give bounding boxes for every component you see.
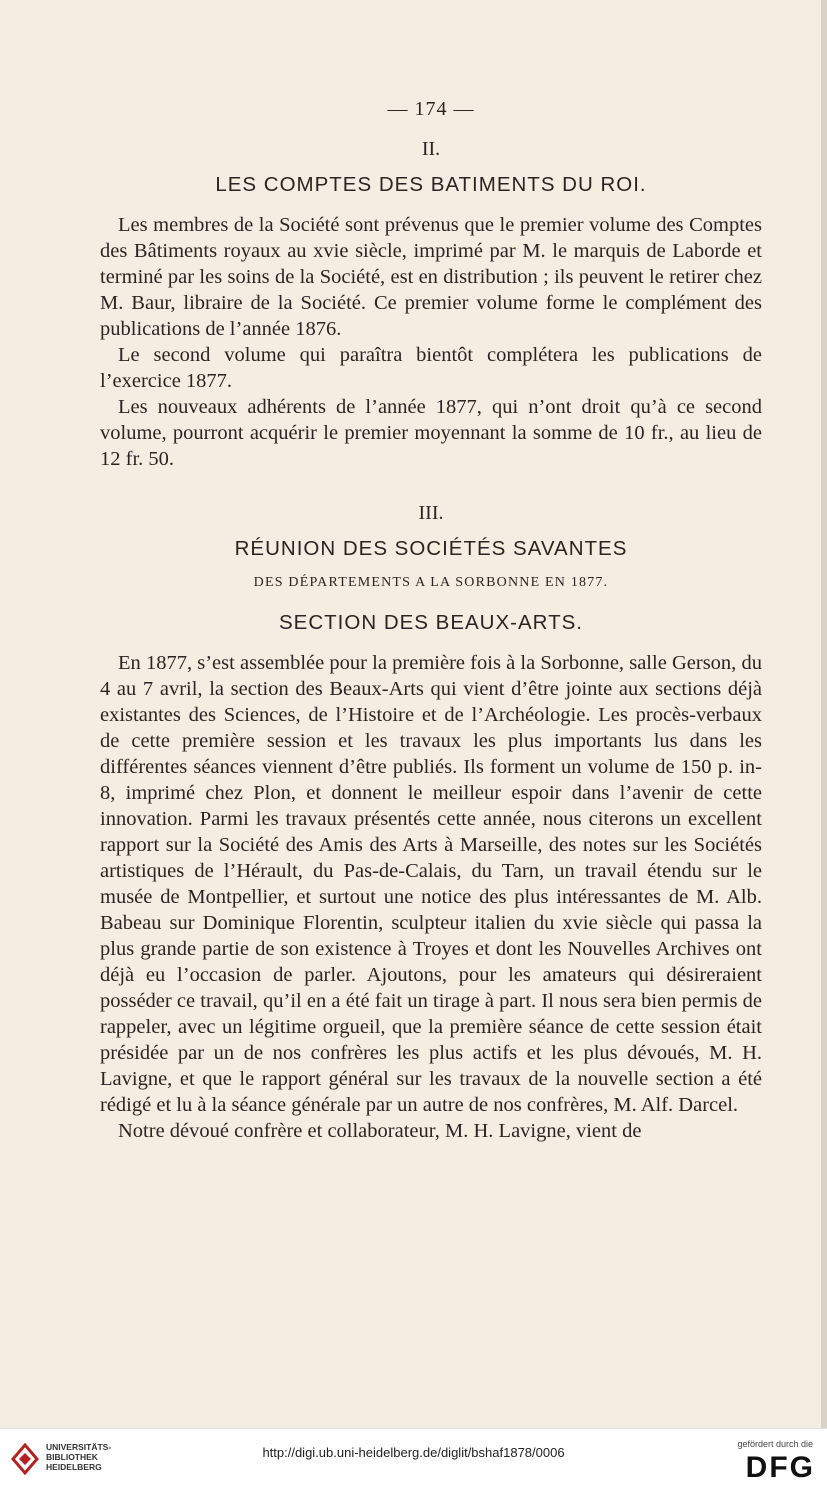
viewer-footer	[0, 1428, 827, 1491]
section-subtitle: DES DÉPARTEMENTS A LA SORBONNE EN 1877.	[253, 575, 609, 590]
paragraph: Le second volume qui paraîtra bientôt complétera les publications de l’exercice 1877.	[100, 344, 762, 392]
section-number: III.	[418, 502, 444, 524]
library-name: UNIVERSITÄTS- BIBLIOTHEK HEIDELBERG	[46, 1442, 112, 1472]
section-title: RÉUNION DES SOCIÉTÉS SAVANTES	[234, 537, 628, 560]
page-number: — 174 —	[387, 98, 475, 120]
text-column	[100, 96, 762, 1144]
section-number: II.	[421, 138, 441, 160]
permalink[interactable]: http://digi.ub.uni-heidelberg.de/diglit/bshaf1878/0006	[262, 1445, 565, 1460]
dfg-logo: DFG	[745, 1451, 815, 1484]
subsection-title: SECTION DES BEAUX-ARTS.	[279, 611, 583, 634]
paragraph: Les membres de la Société sont prévenus que le premier volume des Comptes des Bâtiments royaux au xvie siècle, imprimé par M. le marquis de Laborde et terminé par les soins de la Société, est en distribution ; ils peuvent le retirer chez M. Baur, libraire de la Société. Ce premier volume forme le complément des publications de l’année 1876.	[100, 214, 762, 340]
section-title: LES COMPTES DES BATIMENTS DU ROI.	[215, 173, 647, 196]
paragraph: En 1877, s’est assemblée pour la première fois à la Sorbonne, salle Gerson, du 4 au 7 avril, la section des Beaux-Arts qui vient d’être jointe aux sections déjà existantes des Sciences, de l’Histoire et de l’Archéologie. Les procès-verbaux de cette première session et les travaux les plus importants lus dans les différentes séances viennent d’être publiés. Ils forment un volume de 150 p. in-8, imprimé chez Plon, et donnent le meilleur espoir dans l’avenir de cette innovation. Parmi les travaux présentés cette année, nous citerons un excellent rapport sur la Société des Amis des Arts à Marseille, des notes sur les Sociétés artistiques de l’Hérault, du Pas-de-Calais, du Tarn, un travail étendu sur le musée de Montpellier, et surtout une notice des plus intéressantes de M. Alb. Babeau sur Dominique Florentin, sculpteur italien du xvie siècle qui passa la plus grande partie de son existence à Troyes et dont les Nouvelles Archives ont déjà eu l’occasion de parler. Ajoutons, pour les amateurs qui désireraient posséder ce travail, qu’il en a été fait un tirage à part. Il nous sera bien permis de rappeler, avec un légitime orgueil, que la première séance de cette session était présidée par un de nos confrères les plus actifs et les plus dévoués, M. H. Lavigne, et que le rapport général sur les travaux de la nouvelle section a été rédigé et lu à la séance générale par un autre de nos confrères, M. Alf. Darcel.	[100, 652, 762, 1116]
funded-by-label: gefördert durch die	[737, 1439, 813, 1449]
page-edge	[821, 0, 827, 1428]
paragraph: Les nouveaux adhérents de l’année 1877, qui n’ont droit qu’à ce second volume, pourront acquérir le premier moyennant la somme de 10 fr., au lieu de 12 fr. 50.	[100, 396, 762, 470]
paragraph: Notre dévoué confrère et collaborateur, M. H. Lavigne, vient de	[118, 1120, 642, 1142]
